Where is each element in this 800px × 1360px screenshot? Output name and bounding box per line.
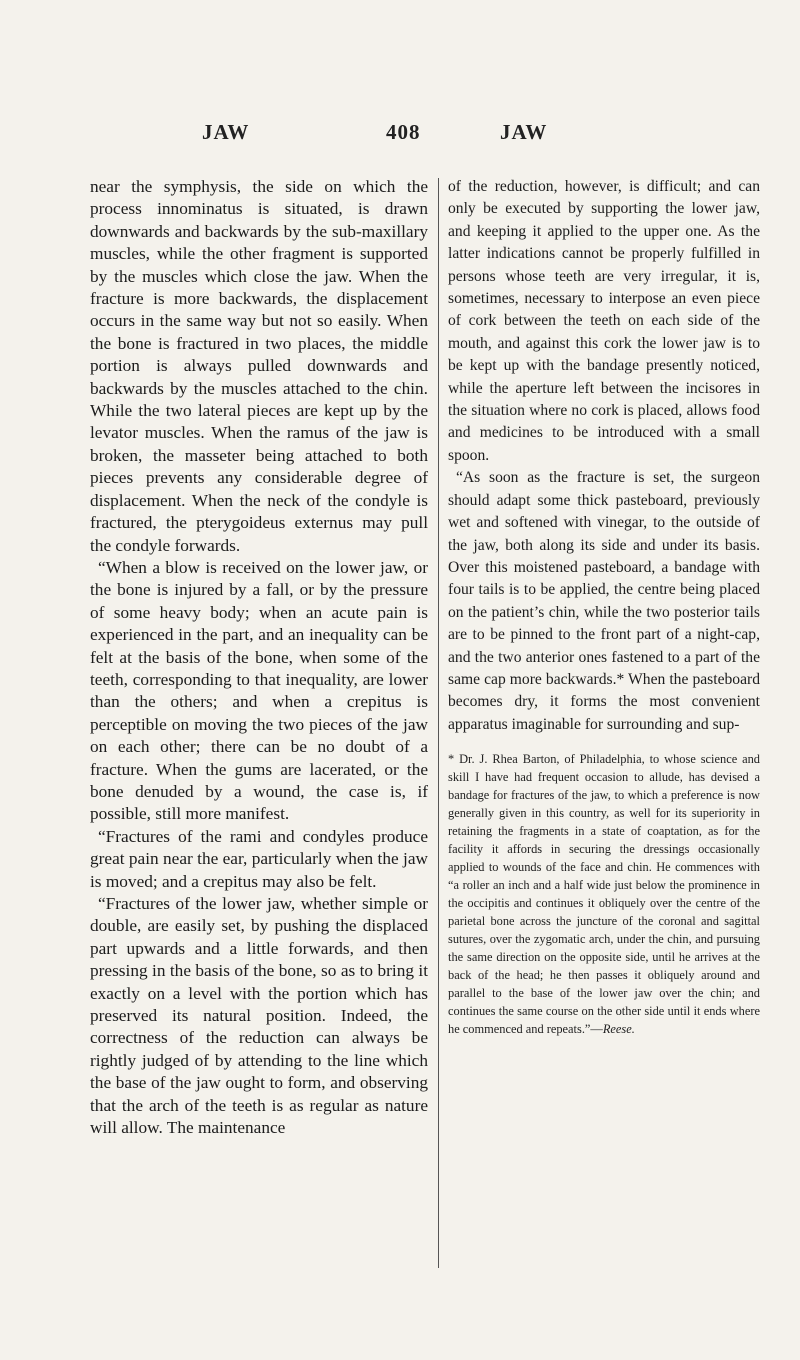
left-paragraph-2: “When a blow is received on the lower jaw, or the bone is injured by a fall, or by the pressure of some heavy body; when an acute pain is experienced in the part, and an inequality can be felt at the basis of the bone, when some of the teeth, corresponding to that inequality, are lower than the others; and when a crepitus is perceptible on moving the two pieces of the jaw on each other; there can be no doubt of a fracture. When the gums are lacerated, or the bone denuded by a wound, the case is, if possible, still more manifest. (90, 557, 428, 824)
right-paragraph-1: of the reduction, however, is difficult; and can only be executed by supporting the lower jaw, and keeping it applied to the upper one. As the latter indications cannot be properly fulfilled in persons whose teeth are very irregular, it is, sometimes, necessary to interpose an even piece of cork between the teeth on each side of the mouth, and against this cork the lower jaw is to be kept up with the bandage presently noticed, while the aperture left between the incisores in the situation where no cork is placed, allows food and medicines to be introduced with a small spoon. (448, 178, 760, 464)
right-column (448, 176, 760, 1038)
left-paragraph-4: “Fractures of the lower jaw, whether simple or double, are easily set, by pushing the displaced part upwards and a little forwards, and then pressing in the basis of the bone, so as to bring it exactly on a level with the portion which has preserved its natural position. Indeed, the correctness of the reduction can always be rightly judged of by attending to the line which the base of the jaw ought to form, and observing that the arch of the teeth is as regular as nature will allow. The maintenance (90, 894, 428, 1138)
left-column (90, 176, 428, 1139)
footnote-text: * Dr. J. Rhea Barton, of Philadelphia, to whose science and skill I have had frequent occasion to allude, has devised a bandage for fractures of the jaw, to which a preference is now generally given in this country, as well for its superiority in retaining the fragments in a state of coaptation, as for the facility it affords in securing the dressings occasionally applied to wounds of the face and chin. He commences with “a roller an inch and a half wide just below the prominence in the occipitis and continues it obliquely over the centre of the parietal bone across the juncture of the coronal and sagittal sutures, over the zygomatic arch, under the chin, and pursuing the same direction on the opposite side, until he arrives at the back of the head; he then passes it obliquely around and parallel to the base of the lower jaw over the chin; and continues the same course on the other side until it ends where he commenced and repeats.”— (448, 752, 760, 1037)
left-paragraph-1: near the symphysis, the side on which the process innominatus is situated, is drawn downwards and backwards by the sub-maxillary muscles, while the other fragment is supported by the muscles which close the jaw. When the fracture is more backwards, the displacement occurs in the same way but not so easily. When the bone is fractured in two places, the middle portion is always pulled downwards and backwards by the muscles attached to the chin. While the two lateral pieces are kept up by the levator muscles. When the ramus of the jaw is broken, the masseter being attached to both pieces prevents any considerable degree of displacement. When the neck of the condyle is fractured, the pterygoideus externus may pull the condyle forwards. (90, 177, 428, 555)
footnote-signature: Reese. (602, 1022, 635, 1037)
page-number: 408 (386, 120, 421, 144)
running-header (0, 120, 800, 146)
header-right-word: JAW (500, 120, 548, 144)
right-paragraph-2: “As soon as the fracture is set, the surgeon should adapt some thick pasteboard, previously wet and softened with vinegar, to the outside of the jaw, both along its side and under its basis. Over this moistened pasteboard, a bandage with four tails is to be applied, the centre being placed on the patient’s chin, while the two posterior tails are to be pinned to the front part of a night-cap, and the two anterior ones fastened to a part of the same cap more backwards.* When the pasteboard becomes dry, it forms the most convenient apparatus imaginable for surrounding and sup- (448, 469, 760, 733)
column-divider (438, 178, 439, 1268)
footnote (448, 750, 760, 1038)
left-paragraph-3: “Fractures of the rami and condyles produce great pain near the ear, particularly when the jaw is moved; and a crepitus may also be felt. (90, 826, 428, 891)
header-left-word: JAW (202, 120, 250, 144)
